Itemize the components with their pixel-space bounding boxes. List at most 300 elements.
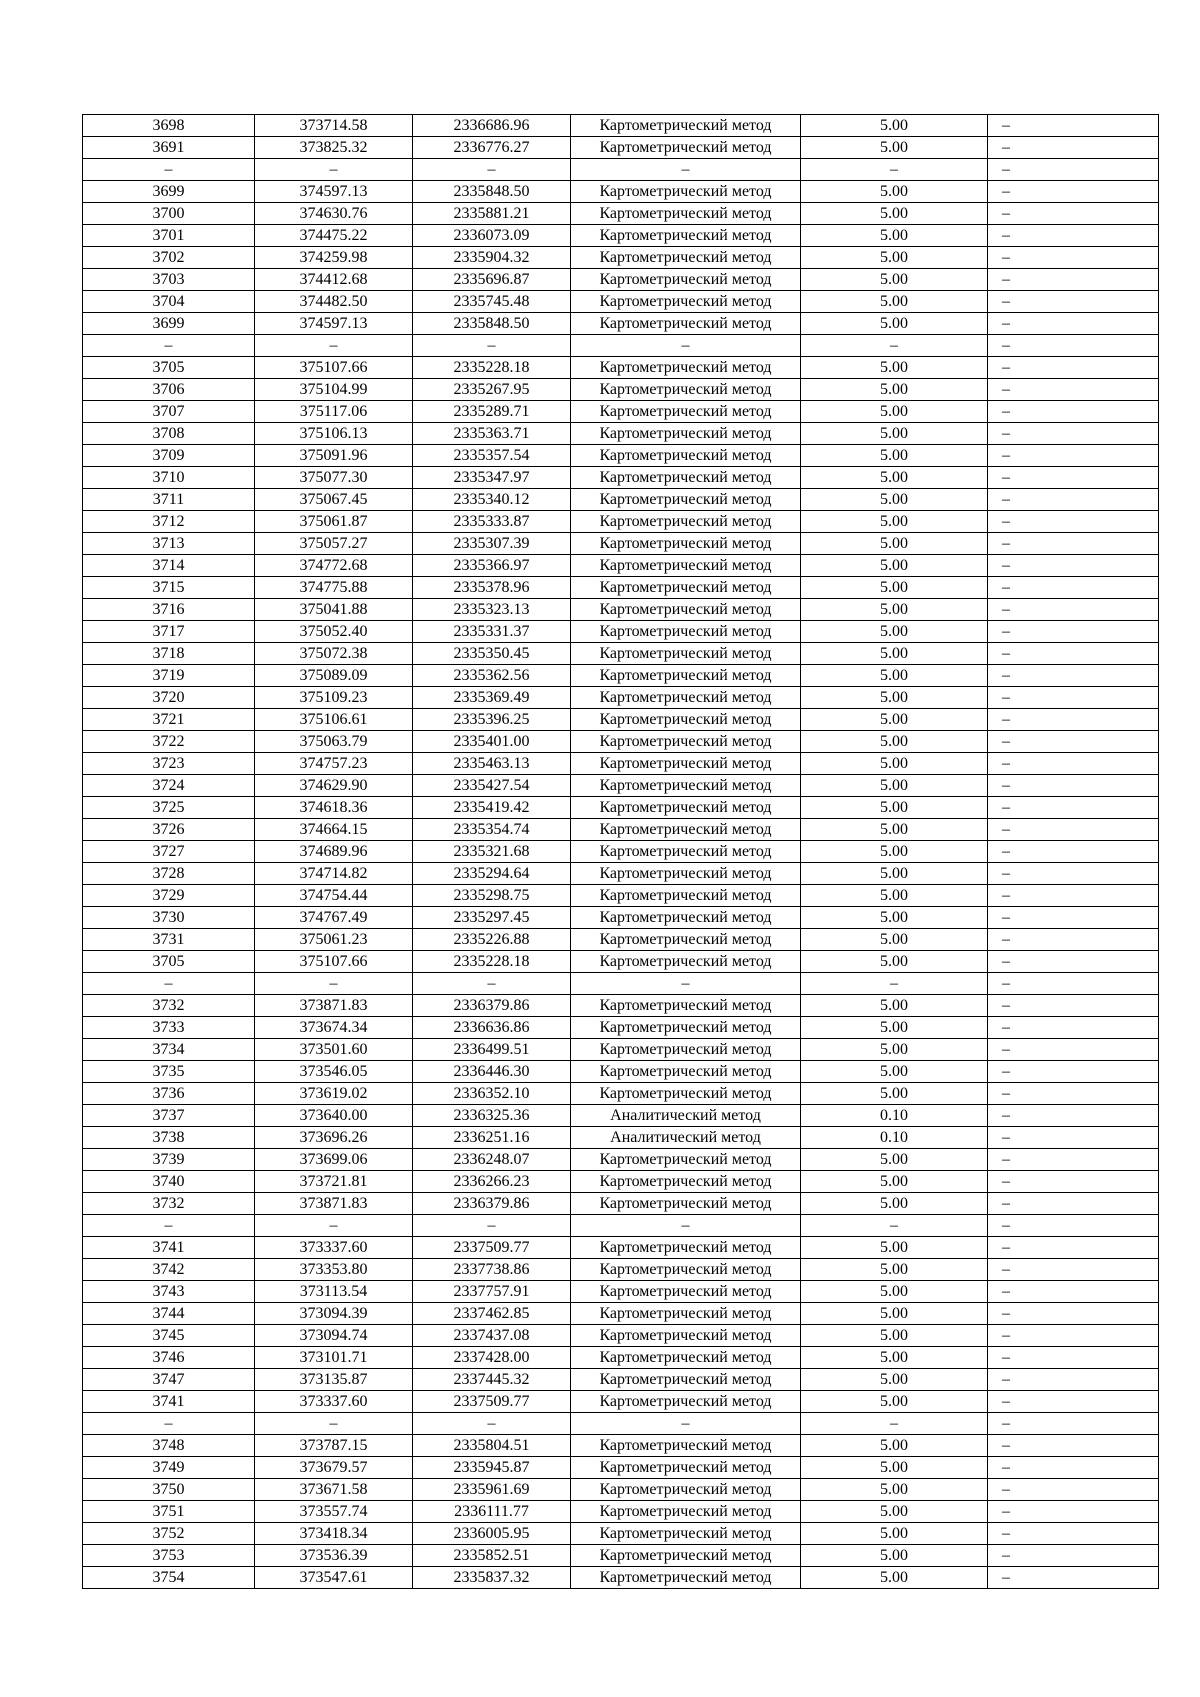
point-number-cell: 3723	[83, 753, 255, 775]
table-row	[83, 1479, 1159, 1501]
method-cell: Картометрический метод	[571, 995, 801, 1017]
table-row	[83, 599, 1159, 621]
accuracy-cell: 5.00	[801, 1501, 988, 1523]
table-row	[83, 335, 1159, 357]
table-row	[83, 687, 1159, 709]
point-number-cell: 3710	[83, 467, 255, 489]
note-cell: –	[988, 687, 1159, 709]
y-coordinate-cell: 2335945.87	[413, 1457, 571, 1479]
table-row	[83, 665, 1159, 687]
accuracy-cell: 5.00	[801, 203, 988, 225]
method-cell: Аналитический метод	[571, 1105, 801, 1127]
y-coordinate-cell: –	[413, 335, 571, 357]
y-coordinate-cell: 2335419.42	[413, 797, 571, 819]
point-number-cell: 3716	[83, 599, 255, 621]
accuracy-cell: 5.00	[801, 819, 988, 841]
method-cell: Картометрический метод	[571, 291, 801, 313]
table-row	[83, 379, 1159, 401]
point-number-cell: 3748	[83, 1435, 255, 1457]
method-cell: Картометрический метод	[571, 687, 801, 709]
table-row	[83, 1545, 1159, 1567]
table-row	[83, 1347, 1159, 1369]
x-coordinate-cell: 373671.58	[255, 1479, 413, 1501]
method-cell: Картометрический метод	[571, 797, 801, 819]
table-row	[83, 555, 1159, 577]
point-number-cell: 3717	[83, 621, 255, 643]
accuracy-cell: 5.00	[801, 1303, 988, 1325]
point-number-cell: 3732	[83, 995, 255, 1017]
y-coordinate-cell: 2335340.12	[413, 489, 571, 511]
accuracy-cell: 5.00	[801, 115, 988, 137]
x-coordinate-cell: 373094.39	[255, 1303, 413, 1325]
point-number-cell: 3738	[83, 1127, 255, 1149]
method-cell: Картометрический метод	[571, 489, 801, 511]
table-row	[83, 291, 1159, 313]
method-cell: Картометрический метод	[571, 1545, 801, 1567]
table-row	[83, 1391, 1159, 1413]
y-coordinate-cell: 2336251.16	[413, 1127, 571, 1149]
accuracy-cell: 5.00	[801, 775, 988, 797]
point-number-cell: 3726	[83, 819, 255, 841]
x-coordinate-cell: –	[255, 335, 413, 357]
note-cell: –	[988, 973, 1159, 995]
point-number-cell: 3749	[83, 1457, 255, 1479]
point-number-cell: 3721	[83, 709, 255, 731]
accuracy-cell: 5.00	[801, 1281, 988, 1303]
note-cell: –	[988, 137, 1159, 159]
x-coordinate-cell: 374630.76	[255, 203, 413, 225]
method-cell: Картометрический метод	[571, 863, 801, 885]
method-cell: Картометрический метод	[571, 621, 801, 643]
x-coordinate-cell: 375104.99	[255, 379, 413, 401]
point-number-cell: 3707	[83, 401, 255, 423]
method-cell: Картометрический метод	[571, 753, 801, 775]
method-cell: Картометрический метод	[571, 775, 801, 797]
method-cell: Картометрический метод	[571, 709, 801, 731]
method-cell: Картометрический метод	[571, 841, 801, 863]
accuracy-cell: 5.00	[801, 1083, 988, 1105]
note-cell: –	[988, 885, 1159, 907]
accuracy-cell: 5.00	[801, 753, 988, 775]
accuracy-cell: 5.00	[801, 731, 988, 753]
accuracy-cell: 5.00	[801, 577, 988, 599]
x-coordinate-cell: 374775.88	[255, 577, 413, 599]
y-coordinate-cell: 2336776.27	[413, 137, 571, 159]
note-cell: –	[988, 1391, 1159, 1413]
point-number-cell: 3699	[83, 181, 255, 203]
note-cell: –	[988, 159, 1159, 181]
y-coordinate-cell: 2337509.77	[413, 1237, 571, 1259]
point-number-cell: 3691	[83, 137, 255, 159]
method-cell: Картометрический метод	[571, 1237, 801, 1259]
note-cell: –	[988, 1545, 1159, 1567]
accuracy-cell: 5.00	[801, 1259, 988, 1281]
point-number-cell: 3725	[83, 797, 255, 819]
x-coordinate-cell: 374259.98	[255, 247, 413, 269]
note-cell: –	[988, 1457, 1159, 1479]
y-coordinate-cell: 2335307.39	[413, 533, 571, 555]
table-row	[83, 709, 1159, 731]
point-number-cell: 3714	[83, 555, 255, 577]
note-cell: –	[988, 555, 1159, 577]
x-coordinate-cell: 375061.87	[255, 511, 413, 533]
point-number-cell: 3729	[83, 885, 255, 907]
y-coordinate-cell: 2335289.71	[413, 401, 571, 423]
table-row	[83, 1457, 1159, 1479]
x-coordinate-cell: 374412.68	[255, 269, 413, 291]
x-coordinate-cell: 375117.06	[255, 401, 413, 423]
point-number-cell: 3704	[83, 291, 255, 313]
point-number-cell: 3713	[83, 533, 255, 555]
y-coordinate-cell: 2335804.51	[413, 1435, 571, 1457]
y-coordinate-cell: 2335357.54	[413, 445, 571, 467]
method-cell: Картометрический метод	[571, 1457, 801, 1479]
method-cell: Картометрический метод	[571, 599, 801, 621]
point-number-cell: 3744	[83, 1303, 255, 1325]
point-number-cell: 3722	[83, 731, 255, 753]
table-row	[83, 731, 1159, 753]
y-coordinate-cell: 2335745.48	[413, 291, 571, 313]
note-cell: –	[988, 1281, 1159, 1303]
x-coordinate-cell: 374754.44	[255, 885, 413, 907]
accuracy-cell: 5.00	[801, 885, 988, 907]
note-cell: –	[988, 995, 1159, 1017]
y-coordinate-cell: 2335396.25	[413, 709, 571, 731]
method-cell: Картометрический метод	[571, 1479, 801, 1501]
method-cell: –	[571, 335, 801, 357]
method-cell: Картометрический метод	[571, 445, 801, 467]
accuracy-cell: 5.00	[801, 951, 988, 973]
method-cell: –	[571, 159, 801, 181]
note-cell: –	[988, 115, 1159, 137]
note-cell: –	[988, 335, 1159, 357]
method-cell: Аналитический метод	[571, 1127, 801, 1149]
y-coordinate-cell: 2336266.23	[413, 1171, 571, 1193]
note-cell: –	[988, 621, 1159, 643]
note-cell: –	[988, 1523, 1159, 1545]
y-coordinate-cell: 2336379.86	[413, 995, 571, 1017]
x-coordinate-cell: 374757.23	[255, 753, 413, 775]
point-number-cell: 3751	[83, 1501, 255, 1523]
y-coordinate-cell: 2335228.18	[413, 951, 571, 973]
point-number-cell: 3712	[83, 511, 255, 533]
table-row	[83, 951, 1159, 973]
y-coordinate-cell: 2336248.07	[413, 1149, 571, 1171]
x-coordinate-cell: 373101.71	[255, 1347, 413, 1369]
method-cell: Картометрический метод	[571, 1567, 801, 1589]
y-coordinate-cell: 2336686.96	[413, 115, 571, 137]
accuracy-cell: 5.00	[801, 1017, 988, 1039]
y-coordinate-cell: 2335881.21	[413, 203, 571, 225]
accuracy-cell: –	[801, 159, 988, 181]
point-number-cell: 3720	[83, 687, 255, 709]
x-coordinate-cell: 374597.13	[255, 181, 413, 203]
table-row	[83, 115, 1159, 137]
table-row	[83, 533, 1159, 555]
point-number-cell: 3730	[83, 907, 255, 929]
note-cell: –	[988, 1171, 1159, 1193]
table-row	[83, 1127, 1159, 1149]
point-number-cell: 3741	[83, 1237, 255, 1259]
method-cell: Картометрический метод	[571, 1193, 801, 1215]
note-cell: –	[988, 599, 1159, 621]
x-coordinate-cell: 375063.79	[255, 731, 413, 753]
accuracy-cell: 0.10	[801, 1127, 988, 1149]
note-cell: –	[988, 1369, 1159, 1391]
point-number-cell: 3735	[83, 1061, 255, 1083]
table-row	[83, 621, 1159, 643]
method-cell: Картометрический метод	[571, 1347, 801, 1369]
point-number-cell: 3728	[83, 863, 255, 885]
table-row	[83, 1501, 1159, 1523]
point-number-cell: 3718	[83, 643, 255, 665]
x-coordinate-cell: 373696.26	[255, 1127, 413, 1149]
accuracy-cell: 5.00	[801, 247, 988, 269]
accuracy-cell: 5.00	[801, 709, 988, 731]
x-coordinate-cell: 374482.50	[255, 291, 413, 313]
x-coordinate-cell: 373619.02	[255, 1083, 413, 1105]
table-row	[83, 863, 1159, 885]
y-coordinate-cell: 2335369.49	[413, 687, 571, 709]
y-coordinate-cell: 2335463.13	[413, 753, 571, 775]
accuracy-cell: 0.10	[801, 1105, 988, 1127]
note-cell: –	[988, 489, 1159, 511]
point-number-cell: –	[83, 335, 255, 357]
table-row	[83, 1017, 1159, 1039]
y-coordinate-cell: 2336636.86	[413, 1017, 571, 1039]
method-cell: Картометрический метод	[571, 1501, 801, 1523]
table-row	[83, 775, 1159, 797]
table-row	[83, 247, 1159, 269]
method-cell: –	[571, 973, 801, 995]
accuracy-cell: 5.00	[801, 665, 988, 687]
method-cell: –	[571, 1413, 801, 1435]
note-cell: –	[988, 1237, 1159, 1259]
note-cell: –	[988, 1303, 1159, 1325]
method-cell: –	[571, 1215, 801, 1237]
y-coordinate-cell: 2336005.95	[413, 1523, 571, 1545]
point-number-cell: 3698	[83, 115, 255, 137]
point-number-cell: 3719	[83, 665, 255, 687]
x-coordinate-cell: –	[255, 973, 413, 995]
y-coordinate-cell: 2335267.95	[413, 379, 571, 401]
point-number-cell: 3734	[83, 1039, 255, 1061]
accuracy-cell: 5.00	[801, 1347, 988, 1369]
note-cell: –	[988, 247, 1159, 269]
y-coordinate-cell: 2335427.54	[413, 775, 571, 797]
table-row	[83, 203, 1159, 225]
accuracy-cell: 5.00	[801, 621, 988, 643]
table-row	[83, 1237, 1159, 1259]
accuracy-cell: –	[801, 1413, 988, 1435]
x-coordinate-cell: 373536.39	[255, 1545, 413, 1567]
accuracy-cell: 5.00	[801, 181, 988, 203]
note-cell: –	[988, 929, 1159, 951]
accuracy-cell: 5.00	[801, 1149, 988, 1171]
table-row	[83, 1325, 1159, 1347]
x-coordinate-cell: 375107.66	[255, 357, 413, 379]
note-cell: –	[988, 1061, 1159, 1083]
x-coordinate-cell: 373787.15	[255, 1435, 413, 1457]
coordinates-table	[82, 114, 1159, 1589]
point-number-cell: 3752	[83, 1523, 255, 1545]
x-coordinate-cell: 374618.36	[255, 797, 413, 819]
x-coordinate-cell: 375041.88	[255, 599, 413, 621]
table-row	[83, 1039, 1159, 1061]
method-cell: Картометрический метод	[571, 907, 801, 929]
y-coordinate-cell: 2335837.32	[413, 1567, 571, 1589]
y-coordinate-cell: 2335333.87	[413, 511, 571, 533]
x-coordinate-cell: 373501.60	[255, 1039, 413, 1061]
point-number-cell: 3743	[83, 1281, 255, 1303]
point-number-cell: –	[83, 1215, 255, 1237]
y-coordinate-cell: 2336073.09	[413, 225, 571, 247]
accuracy-cell: 5.00	[801, 1479, 988, 1501]
x-coordinate-cell: 374475.22	[255, 225, 413, 247]
x-coordinate-cell: 373547.61	[255, 1567, 413, 1589]
note-cell: –	[988, 1347, 1159, 1369]
point-number-cell: 3702	[83, 247, 255, 269]
y-coordinate-cell: 2335848.50	[413, 181, 571, 203]
table-row	[83, 929, 1159, 951]
x-coordinate-cell: 375057.27	[255, 533, 413, 555]
method-cell: Картометрический метод	[571, 1281, 801, 1303]
y-coordinate-cell: 2335331.37	[413, 621, 571, 643]
accuracy-cell: 5.00	[801, 1193, 988, 1215]
accuracy-cell: 5.00	[801, 1391, 988, 1413]
note-cell: –	[988, 1479, 1159, 1501]
table-row	[83, 1193, 1159, 1215]
x-coordinate-cell: 374767.49	[255, 907, 413, 929]
method-cell: Картометрический метод	[571, 379, 801, 401]
point-number-cell: 3740	[83, 1171, 255, 1193]
y-coordinate-cell: 2336111.77	[413, 1501, 571, 1523]
y-coordinate-cell: 2336499.51	[413, 1039, 571, 1061]
accuracy-cell: 5.00	[801, 357, 988, 379]
method-cell: Картометрический метод	[571, 1325, 801, 1347]
y-coordinate-cell: 2337462.85	[413, 1303, 571, 1325]
point-number-cell: 3754	[83, 1567, 255, 1589]
x-coordinate-cell: 375109.23	[255, 687, 413, 709]
method-cell: Картометрический метод	[571, 885, 801, 907]
table-row	[83, 1413, 1159, 1435]
x-coordinate-cell: 374714.82	[255, 863, 413, 885]
method-cell: Картометрический метод	[571, 555, 801, 577]
accuracy-cell: 5.00	[801, 313, 988, 335]
y-coordinate-cell: 2336352.10	[413, 1083, 571, 1105]
accuracy-cell: 5.00	[801, 423, 988, 445]
table-row	[83, 445, 1159, 467]
note-cell: –	[988, 423, 1159, 445]
method-cell: Картометрический метод	[571, 313, 801, 335]
accuracy-cell: 5.00	[801, 291, 988, 313]
note-cell: –	[988, 1017, 1159, 1039]
accuracy-cell: 5.00	[801, 379, 988, 401]
y-coordinate-cell: 2337437.08	[413, 1325, 571, 1347]
x-coordinate-cell: 375106.61	[255, 709, 413, 731]
accuracy-cell: 5.00	[801, 687, 988, 709]
note-cell: –	[988, 907, 1159, 929]
point-number-cell: 3706	[83, 379, 255, 401]
method-cell: Картометрический метод	[571, 819, 801, 841]
y-coordinate-cell: 2335298.75	[413, 885, 571, 907]
y-coordinate-cell: 2335362.56	[413, 665, 571, 687]
table-row	[83, 1149, 1159, 1171]
accuracy-cell: 5.00	[801, 841, 988, 863]
accuracy-cell: 5.00	[801, 1237, 988, 1259]
y-coordinate-cell: 2335696.87	[413, 269, 571, 291]
point-number-cell: 3733	[83, 1017, 255, 1039]
method-cell: Картометрический метод	[571, 1149, 801, 1171]
y-coordinate-cell: 2335852.51	[413, 1545, 571, 1567]
method-cell: Картометрический метод	[571, 203, 801, 225]
accuracy-cell: 5.00	[801, 401, 988, 423]
accuracy-cell: 5.00	[801, 863, 988, 885]
y-coordinate-cell: 2335350.45	[413, 643, 571, 665]
x-coordinate-cell: 374772.68	[255, 555, 413, 577]
point-number-cell: 3741	[83, 1391, 255, 1413]
method-cell: Картометрический метод	[571, 1369, 801, 1391]
accuracy-cell: 5.00	[801, 1457, 988, 1479]
method-cell: Картометрический метод	[571, 577, 801, 599]
note-cell: –	[988, 1259, 1159, 1281]
table-row	[83, 181, 1159, 203]
note-cell: –	[988, 753, 1159, 775]
point-number-cell: 3701	[83, 225, 255, 247]
point-number-cell: 3727	[83, 841, 255, 863]
x-coordinate-cell: 373699.06	[255, 1149, 413, 1171]
table-row	[83, 1567, 1159, 1589]
accuracy-cell: 5.00	[801, 555, 988, 577]
y-coordinate-cell: 2335366.97	[413, 555, 571, 577]
note-cell: –	[988, 379, 1159, 401]
accuracy-cell: 5.00	[801, 1567, 988, 1589]
x-coordinate-cell: 374629.90	[255, 775, 413, 797]
point-number-cell: 3736	[83, 1083, 255, 1105]
accuracy-cell: 5.00	[801, 269, 988, 291]
method-cell: Картометрический метод	[571, 1391, 801, 1413]
note-cell: –	[988, 1567, 1159, 1589]
y-coordinate-cell: 2335363.71	[413, 423, 571, 445]
note-cell: –	[988, 797, 1159, 819]
note-cell: –	[988, 775, 1159, 797]
table-row	[83, 225, 1159, 247]
accuracy-cell: 5.00	[801, 1523, 988, 1545]
x-coordinate-cell: 374689.96	[255, 841, 413, 863]
accuracy-cell: 5.00	[801, 225, 988, 247]
x-coordinate-cell: 373546.05	[255, 1061, 413, 1083]
table-row	[83, 423, 1159, 445]
note-cell: –	[988, 511, 1159, 533]
note-cell: –	[988, 203, 1159, 225]
y-coordinate-cell: 2335354.74	[413, 819, 571, 841]
x-coordinate-cell: 375106.13	[255, 423, 413, 445]
x-coordinate-cell: 373094.74	[255, 1325, 413, 1347]
x-coordinate-cell: 373418.34	[255, 1523, 413, 1545]
accuracy-cell: 5.00	[801, 995, 988, 1017]
table-row	[83, 819, 1159, 841]
table-row	[83, 489, 1159, 511]
method-cell: Картометрический метод	[571, 1017, 801, 1039]
method-cell: Картометрический метод	[571, 929, 801, 951]
x-coordinate-cell: –	[255, 1413, 413, 1435]
note-cell: –	[988, 291, 1159, 313]
table-row	[83, 885, 1159, 907]
x-coordinate-cell: 373679.57	[255, 1457, 413, 1479]
accuracy-cell: 5.00	[801, 907, 988, 929]
y-coordinate-cell: 2337757.91	[413, 1281, 571, 1303]
point-number-cell: 3705	[83, 357, 255, 379]
